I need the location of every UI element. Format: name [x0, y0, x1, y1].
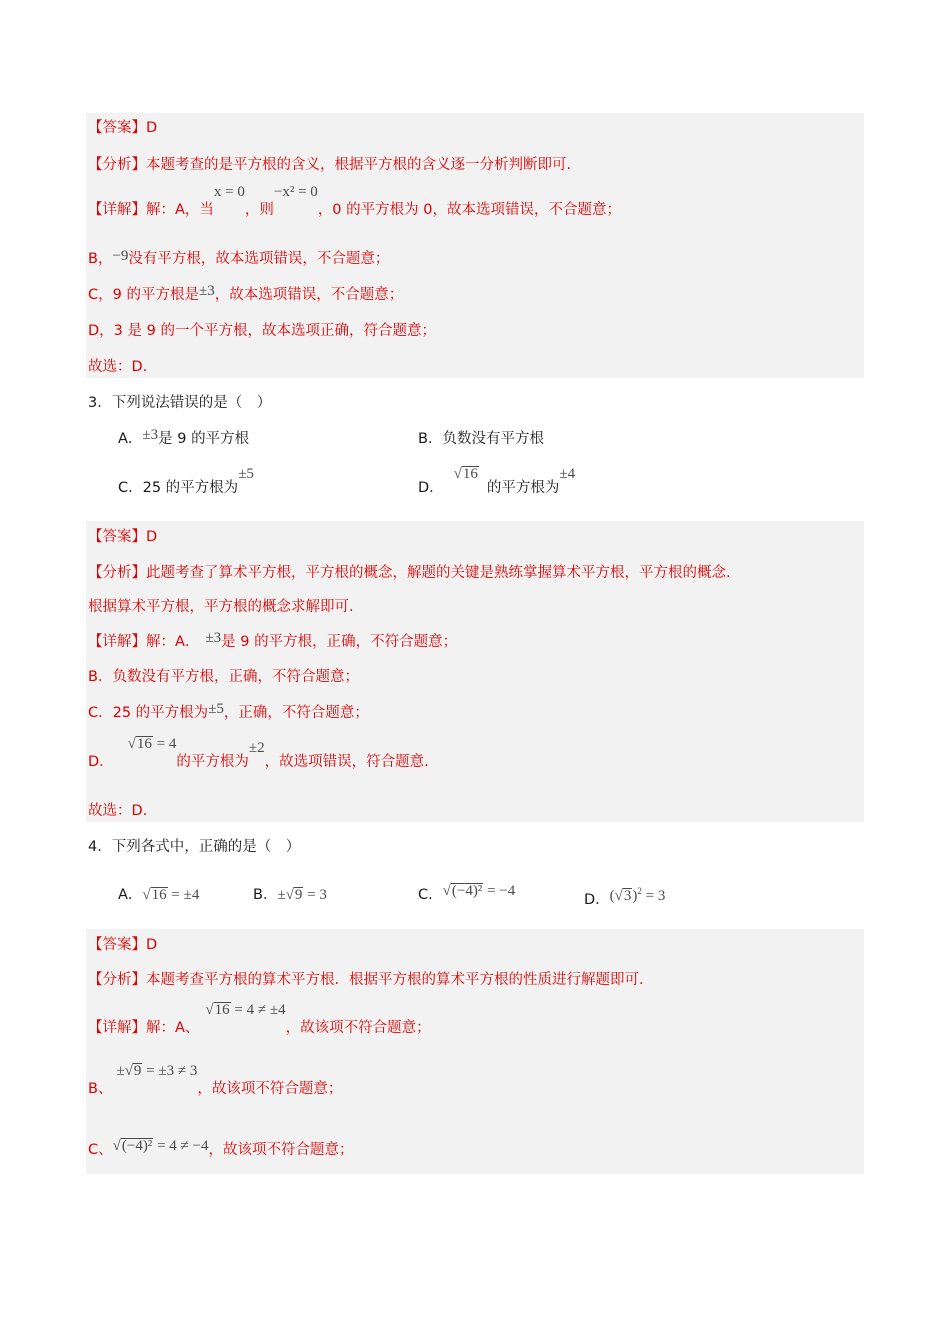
option-text: 是 9 的平方根	[158, 431, 250, 447]
option-label: D．	[418, 480, 444, 496]
math-rhs: = 4	[152, 736, 177, 752]
detail-text: ，故本选项错误，不合题意；	[214, 287, 404, 303]
option-label: C．	[418, 887, 443, 903]
math-pm: ±	[116, 1063, 125, 1079]
detail-text: 【详解】解：A、	[88, 1020, 200, 1036]
math-pm4: ±4	[559, 466, 576, 482]
math-pm-sqrt9-eq-3: ±√9 = 3	[277, 887, 327, 903]
detail-text: ，正确，不符合题意；	[223, 705, 369, 721]
math-pm2: ±2	[248, 740, 265, 756]
detail-text: ，则	[244, 202, 274, 218]
answer-line: 【答案】D	[88, 120, 158, 136]
analysis-line: 【分析】本题考查平方根的算术平方根．根据平方根的算术平方根的性质进行解题即可.	[88, 972, 644, 988]
radicand: 16	[136, 736, 152, 752]
radicand: (−4)²	[451, 883, 483, 899]
radicand: (−4)²	[121, 1138, 153, 1154]
detail-text: C、	[88, 1142, 113, 1158]
math-sqrt16: √16	[453, 466, 478, 482]
detail-line-a	[88, 632, 457, 652]
q3-option-d[interactable]	[418, 466, 576, 498]
detail-text: B，	[88, 251, 113, 267]
analysis-line: 【分析】本题考查的是平方根的含义，根据平方根的含义逐一分析判断即可.	[88, 157, 572, 173]
math-sqrt16-neq: √16 = 4 ≠ ±4	[205, 1002, 286, 1018]
math-pm3: ±3	[205, 630, 222, 646]
detail-text: B、	[88, 1081, 113, 1097]
detail-text: C，9 的平方根是	[88, 287, 199, 303]
math-rhs: = −4	[483, 883, 516, 899]
math-sqrt-neg4sq-neq: √(−4)² = 4 ≠ −4	[112, 1138, 209, 1154]
detail-line-a	[88, 1002, 431, 1038]
detail-line-b	[88, 249, 389, 269]
detail-line-d	[88, 736, 429, 772]
detail-line-d: D，3 是 9 的一个平方根，故本选项正确，符合题意；	[88, 323, 436, 339]
math-pm5: ±5	[238, 466, 254, 482]
detail-text: C．25 的平方根为	[88, 705, 209, 721]
q4-option-d[interactable]	[584, 885, 665, 910]
detail-text: 解：A，当	[146, 202, 214, 218]
q3-option-b[interactable]: B．负数没有平方根	[418, 431, 544, 447]
detail-text: 没有平方根，故本选项错误，不合题意；	[128, 251, 390, 267]
option-label: A．	[118, 431, 143, 447]
math-pm3: ±3	[198, 283, 215, 299]
radicand: 9	[294, 887, 303, 903]
detail-text: ，故该项不符合题意；	[197, 1081, 343, 1097]
radicand: 16	[462, 466, 478, 482]
radicand: 16	[151, 887, 167, 903]
option-text: C．25 的平方根为	[118, 480, 239, 496]
q4-option-b[interactable]	[253, 885, 327, 905]
math-rhs: = 3	[641, 888, 666, 904]
math-sqrt-neg4sq-eq-neg4: √(−4)² = −4	[442, 883, 516, 899]
option-label: A．	[118, 887, 143, 903]
option-label: B．	[253, 887, 278, 903]
answer-line: 【答案】D	[88, 529, 158, 545]
math-rhs: = 4 ≠ −4	[153, 1138, 209, 1154]
analysis-line: 【分析】此题考查了算术平方根，平方根的概念，解题的关键是熟练掌握算术平方根，平方根的概念.	[88, 565, 731, 581]
radicand: 3	[623, 888, 632, 904]
detail-text: ，0 的平方根为 0，故本选项错误，不合题意；	[317, 202, 621, 218]
analysis-line-2: 根据算术平方根，平方根的概念求解即可.	[88, 599, 354, 615]
math-rhs: = ±3 ≠ 3	[142, 1063, 198, 1079]
math-rhs: = ±4	[167, 887, 200, 903]
detail-text: 【详解】解：A．	[88, 634, 200, 650]
math-pm-sqrt9-neq: ±√9 = ±3 ≠ 3	[116, 1063, 198, 1079]
q3-option-c[interactable]	[118, 466, 254, 498]
q4-option-c[interactable]	[418, 885, 515, 905]
math-pm5: ±5	[208, 701, 224, 717]
math-sqrt3-sq-eq-3: $(√3)^2 = 3$	[609, 886, 666, 904]
math-rhs: = 3	[303, 887, 327, 903]
option-label: D．	[584, 892, 610, 908]
math-neg-9: −9	[112, 248, 129, 264]
detail-text: 是 9 的平方根，正确，不符合题意；	[221, 634, 458, 650]
math-sqrt16-eq-pm4: √16 = ±4	[142, 887, 200, 903]
detail-text: 的平方根为	[176, 754, 249, 770]
q4-option-a[interactable]	[118, 885, 199, 905]
detail-line-a	[88, 184, 621, 220]
detail-line-b: B．负数没有平方根，正确，不符合题意；	[88, 669, 359, 685]
detail-line-c	[88, 703, 369, 723]
radicand: 16	[214, 1002, 230, 1018]
choose-line: 故选：D.	[88, 803, 148, 819]
math-sqrt16-eq-4: √16 = 4	[127, 736, 177, 752]
choose-line: 故选：D.	[88, 359, 148, 375]
detail-line-c	[88, 1140, 353, 1160]
detail-text: ，故选项错误，符合题意.	[264, 754, 429, 770]
question-4-stem: 4．下列各式中，正确的是（ ）	[88, 839, 301, 855]
answer-line: 【答案】D	[88, 937, 158, 953]
math-x-eq-0: x = 0	[213, 184, 245, 200]
detail-line-c	[88, 285, 403, 305]
detail-line-b	[88, 1063, 343, 1099]
radicand: 9	[133, 1063, 142, 1079]
detail-tag: 【详解】	[88, 202, 146, 218]
detail-text: ，故该项不符合题意；	[285, 1020, 431, 1036]
q3-option-a[interactable]	[118, 429, 249, 449]
detail-text: D．	[88, 754, 114, 770]
math-pm: ±	[277, 887, 286, 903]
option-text: 的平方根为	[486, 480, 560, 496]
question-3-stem: 3．下列说法错误的是（ ）	[88, 395, 272, 411]
detail-text: ，故该项不符合题意；	[208, 1142, 354, 1158]
math-rhs: = 4 ≠ ±4	[230, 1002, 286, 1018]
math-pm3: ±3	[142, 427, 159, 443]
math-neg-x2-eq-0: −x² = 0	[273, 184, 318, 200]
